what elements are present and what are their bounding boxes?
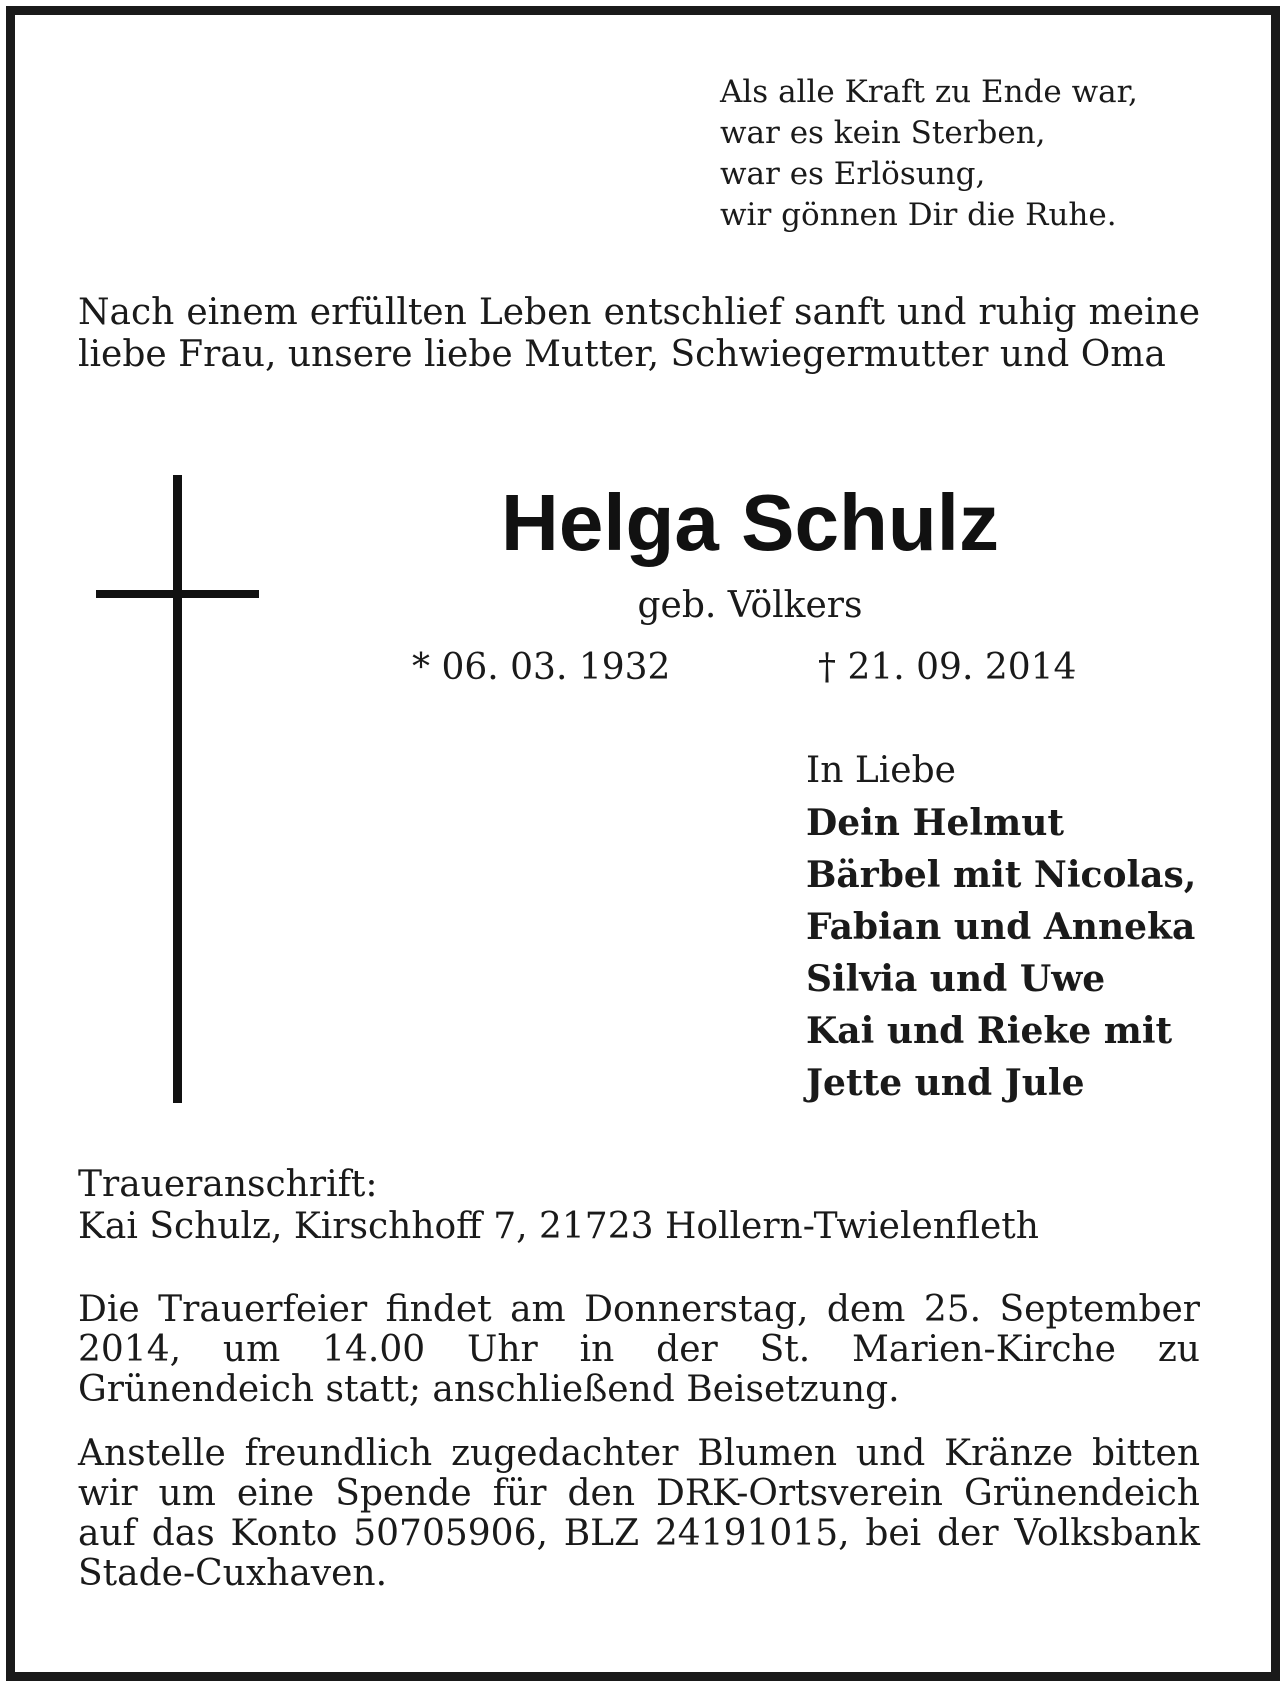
poem-line: war es kein Sterben,	[720, 115, 1046, 151]
funeral-service-text: Die Trauerfeier findet am Donnerstag, dem 25. September 2014, um 14.00 Uhr in der St. Marien-Kirche zu Grünendeich statt; anschließend Beisetzung.	[78, 1289, 1200, 1410]
poem	[720, 72, 1220, 236]
maiden-name: geb. Völkers	[637, 585, 863, 626]
mourner-name: Jette und Jule	[806, 1062, 1085, 1104]
poem-line: wir gönnen Dir die Ruhe.	[720, 197, 1117, 233]
poem-line: Als alle Kraft zu Ende war,	[720, 74, 1138, 110]
address-value: Kai Schulz, Kirschhoff 7, 21723 Hollern-Twielenfleth	[78, 1206, 1039, 1247]
deceased-name: Helga Schulz	[501, 478, 999, 567]
cross-horizontal-bar	[96, 590, 259, 598]
mourner-name: Kai und Rieke mit	[806, 1010, 1173, 1052]
poem-line: war es Erlösung,	[720, 156, 986, 192]
death-date: † 21. 09. 2014	[818, 647, 1077, 688]
donation-text: Anstelle freundlich zugedachter Blumen und Kränze bitten wir um eine Spende für den DRK-Ortsverein Grünendeich auf das Konto 50705906, BLZ 24191015, bei der Volksbank Stade-Cuxhaven.	[78, 1433, 1200, 1594]
mourners-list	[806, 745, 1226, 1109]
address-label: Traueranschrift:	[78, 1164, 378, 1205]
mourner-name: Silvia und Uwe	[806, 958, 1106, 1000]
mourner-name: Bärbel mit Nicolas,	[806, 854, 1197, 896]
cross-vertical-bar	[173, 475, 182, 1103]
mourner-name: Dein Helmut	[806, 802, 1064, 844]
intro-text: Nach einem erfüllten Leben entschlief sanft und ruhig meine liebe Frau, unsere liebe Mutter, Schwiegermutter und Oma	[78, 292, 1200, 375]
birth-date: * 06. 03. 1932	[412, 647, 671, 688]
mourners-intro: In Liebe	[806, 750, 956, 791]
mourner-name: Fabian und Anneka	[806, 906, 1196, 948]
mourning-address	[78, 1164, 1200, 1248]
